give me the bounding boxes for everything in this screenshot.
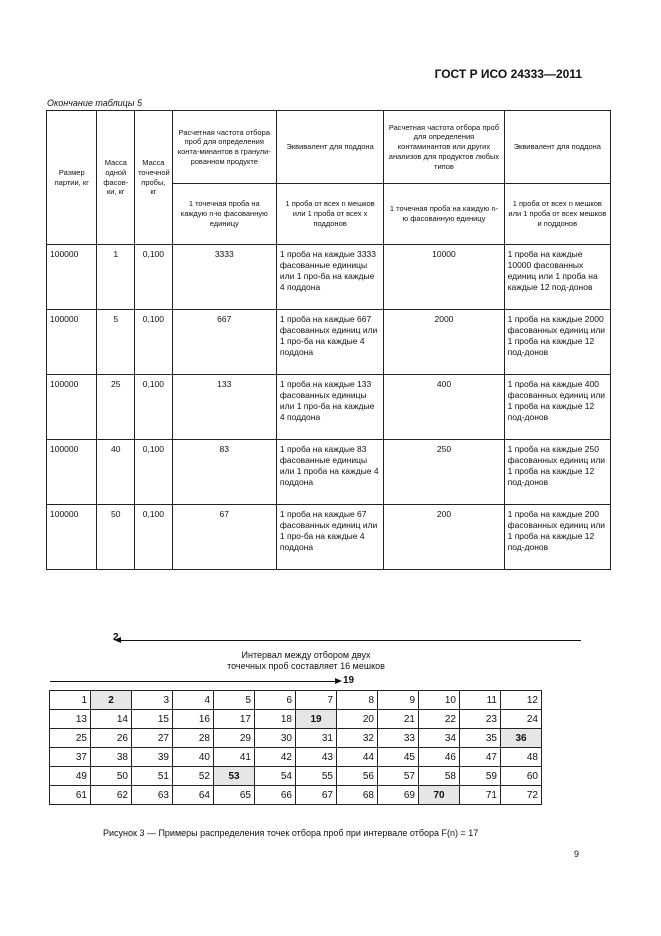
grid-cell: 37 (50, 748, 91, 767)
grid-cell: 72 (501, 786, 542, 805)
subheader-freq-any: 1 точечная проба на каждую n-ю фасованную единицу (384, 184, 504, 245)
cell-freq-any: 200 (384, 505, 504, 570)
grid-row (50, 767, 542, 786)
grid-cell: 23 (460, 710, 501, 729)
grid-row (50, 729, 542, 748)
standard-header: ГОСТ Р ИСО 24333—2011 (434, 67, 582, 81)
grid-cell: 69 (378, 786, 419, 805)
grid-cell: 15 (132, 710, 173, 729)
grid-cell: 34 (419, 729, 460, 748)
table-row (47, 505, 611, 570)
header-unit-mass: Масса одной фасов-ки, кг (97, 111, 135, 245)
table-row (47, 245, 611, 310)
grid-cell: 60 (501, 767, 542, 786)
cell-sample-mass: 0,100 (135, 505, 173, 570)
grid-cell: 11 (460, 691, 501, 710)
grid-cell: 42 (255, 748, 296, 767)
grid-cell: 12 (501, 691, 542, 710)
grid-cell: 64 (173, 786, 214, 805)
grid-cell: 52 (173, 767, 214, 786)
grid-cell: 56 (337, 767, 378, 786)
cell-lot: 100000 (47, 245, 97, 310)
grid-cell: 18 (255, 710, 296, 729)
cell-lot: 100000 (47, 310, 97, 375)
grid-cell-sampled: 2 (91, 691, 132, 710)
grid-cell: 6 (255, 691, 296, 710)
cell-equiv-pallet-2: 1 проба на каждые 250 фасованных единиц или 1 проба на каждые 12 под-донов (504, 440, 610, 505)
grid-cell: 7 (296, 691, 337, 710)
grid-cell: 43 (296, 748, 337, 767)
right-arrow-icon (50, 681, 335, 682)
grid-cell: 22 (419, 710, 460, 729)
figure-caption: Рисунок 3 — Примеры распределения точек отбора проб при интервале отбора F(n) = 17 (103, 828, 479, 838)
grid-cell: 57 (378, 767, 419, 786)
cell-freq-granular: 67 (172, 505, 276, 570)
bag-grid (49, 690, 542, 805)
cell-equiv-pallet-1: 1 проба на каждые 133 фасованных единицы или 1 про-ба на каждые 4 поддона (276, 375, 383, 440)
cell-freq-any: 10000 (384, 245, 504, 310)
interval-text: Интервал между отбором двух точечных проб составляет 16 мешков (227, 650, 385, 671)
arrow-mid-label: 19 (343, 675, 355, 686)
grid-cell: 21 (378, 710, 419, 729)
sampling-figure (46, 630, 581, 810)
grid-cell: 26 (91, 729, 132, 748)
table-caption: Окончание таблицы 5 (47, 98, 142, 108)
grid-cell: 33 (378, 729, 419, 748)
grid-cell: 49 (50, 767, 91, 786)
grid-cell: 40 (173, 748, 214, 767)
header-equiv-pallet-2: Эквивалент для поддона (504, 111, 610, 184)
cell-equiv-pallet-1: 1 проба на каждые 83 фасованные единицы или 1 проба на каждые 4 поддона (276, 440, 383, 505)
grid-cell: 67 (296, 786, 337, 805)
header-equiv-pallet-1: Эквивалент для поддона (276, 111, 383, 184)
grid-cell: 68 (337, 786, 378, 805)
grid-row (50, 710, 542, 729)
cell-lot: 100000 (47, 440, 97, 505)
subheader-equiv-pallet-2: 1 проба от всех n мешков или 1 проба от всех мешков и поддонов (504, 184, 610, 245)
grid-cell: 63 (132, 786, 173, 805)
cell-unit-mass: 1 (97, 245, 135, 310)
grid-cell: 38 (91, 748, 132, 767)
grid-cell: 10 (419, 691, 460, 710)
grid-cell: 14 (91, 710, 132, 729)
cell-sample-mass: 0,100 (135, 310, 173, 375)
cell-unit-mass: 40 (97, 440, 135, 505)
page-number: 9 (574, 849, 580, 859)
cell-sample-mass: 0,100 (135, 440, 173, 505)
grid-cell: 32 (337, 729, 378, 748)
grid-cell-sampled: 19 (296, 710, 337, 729)
cell-equiv-pallet-2: 1 проба на каждые 10000 фасованных единиц или 1 проба на каждые 12 под-донов (504, 245, 610, 310)
cell-equiv-pallet-1: 1 проба на каждые 667 фасованных единиц или 1 про-ба на каждые 4 поддона (276, 310, 383, 375)
grid-cell-sampled: 53 (214, 767, 255, 786)
cell-lot: 100000 (47, 375, 97, 440)
cell-equiv-pallet-2: 1 проба на каждые 400 фасованных единиц или 1 проба на каждые 12 под-донов (504, 375, 610, 440)
cell-freq-any: 250 (384, 440, 504, 505)
grid-cell: 8 (337, 691, 378, 710)
grid-cell: 5 (214, 691, 255, 710)
cell-equiv-pallet-2: 1 проба на каждые 2000 фасованных единиц или 1 проба на каждые 12 под-донов (504, 310, 610, 375)
cell-freq-granular: 83 (172, 440, 276, 505)
table-row (47, 375, 611, 440)
grid-cell: 54 (255, 767, 296, 786)
grid-cell: 1 (50, 691, 91, 710)
grid-cell: 62 (91, 786, 132, 805)
header-freq-granular: Расчетная частота отбора проб для определения конта-минантов в гранули-рованном продукте (172, 111, 276, 184)
cell-freq-granular: 3333 (172, 245, 276, 310)
grid-cell-sampled: 36 (501, 729, 542, 748)
grid-cell: 66 (255, 786, 296, 805)
grid-cell: 50 (91, 767, 132, 786)
grid-row (50, 691, 542, 710)
cell-equiv-pallet-2: 1 проба на каждые 200 фасованных единиц или 1 проба на каждые 12 под-донов (504, 505, 610, 570)
grid-cell: 51 (132, 767, 173, 786)
sampling-table (46, 110, 611, 570)
grid-cell: 44 (337, 748, 378, 767)
cell-unit-mass: 50 (97, 505, 135, 570)
header-sample-mass: Масса точечной пробы, кг (135, 111, 173, 245)
table-row (47, 440, 611, 505)
grid-cell: 61 (50, 786, 91, 805)
grid-cell: 71 (460, 786, 501, 805)
cell-unit-mass: 25 (97, 375, 135, 440)
grid-cell: 4 (173, 691, 214, 710)
grid-cell: 59 (460, 767, 501, 786)
grid-cell: 48 (501, 748, 542, 767)
grid-row (50, 786, 542, 805)
cell-equiv-pallet-1: 1 проба на каждые 67 фасованных единиц или 1 про-ба на каждые 4 поддона (276, 505, 383, 570)
cell-sample-mass: 0,100 (135, 245, 173, 310)
grid-cell: 65 (214, 786, 255, 805)
grid-cell: 29 (214, 729, 255, 748)
cell-sample-mass: 0,100 (135, 375, 173, 440)
cell-freq-granular: 133 (172, 375, 276, 440)
grid-cell: 41 (214, 748, 255, 767)
cell-freq-any: 400 (384, 375, 504, 440)
grid-cell: 20 (337, 710, 378, 729)
header-lot: Размер партии, кг (47, 111, 97, 245)
grid-cell: 17 (214, 710, 255, 729)
grid-cell: 30 (255, 729, 296, 748)
grid-cell: 55 (296, 767, 337, 786)
grid-cell: 16 (173, 710, 214, 729)
cell-equiv-pallet-1: 1 проба на каждые 3333 фасованные единицы или 1 про-ба на каждые 4 поддона (276, 245, 383, 310)
grid-cell: 46 (419, 748, 460, 767)
grid-cell-sampled: 70 (419, 786, 460, 805)
grid-row (50, 748, 542, 767)
grid-cell: 35 (460, 729, 501, 748)
table-row (47, 310, 611, 375)
grid-cell: 58 (419, 767, 460, 786)
cell-freq-any: 2000 (384, 310, 504, 375)
subheader-equiv-pallet-1: 1 проба от всех n мешков или 1 проба от всех x поддонов (276, 184, 383, 245)
grid-cell: 9 (378, 691, 419, 710)
grid-cell: 24 (501, 710, 542, 729)
grid-cell: 13 (50, 710, 91, 729)
header-freq-any: Расчетная частота отбора проб для определения контаминантов или других анализов для продуктов любых типов (384, 111, 504, 184)
grid-cell: 31 (296, 729, 337, 748)
grid-cell: 47 (460, 748, 501, 767)
grid-cell: 28 (173, 729, 214, 748)
grid-cell: 3 (132, 691, 173, 710)
cell-freq-granular: 667 (172, 310, 276, 375)
cell-unit-mass: 5 (97, 310, 135, 375)
subheader-freq-granular: 1 точечная проба на каждую n-ю фасованную единицу (172, 184, 276, 245)
grid-cell: 25 (50, 729, 91, 748)
left-arrow-icon (121, 640, 581, 641)
grid-cell: 39 (132, 748, 173, 767)
grid-cell: 45 (378, 748, 419, 767)
cell-lot: 100000 (47, 505, 97, 570)
grid-cell: 27 (132, 729, 173, 748)
